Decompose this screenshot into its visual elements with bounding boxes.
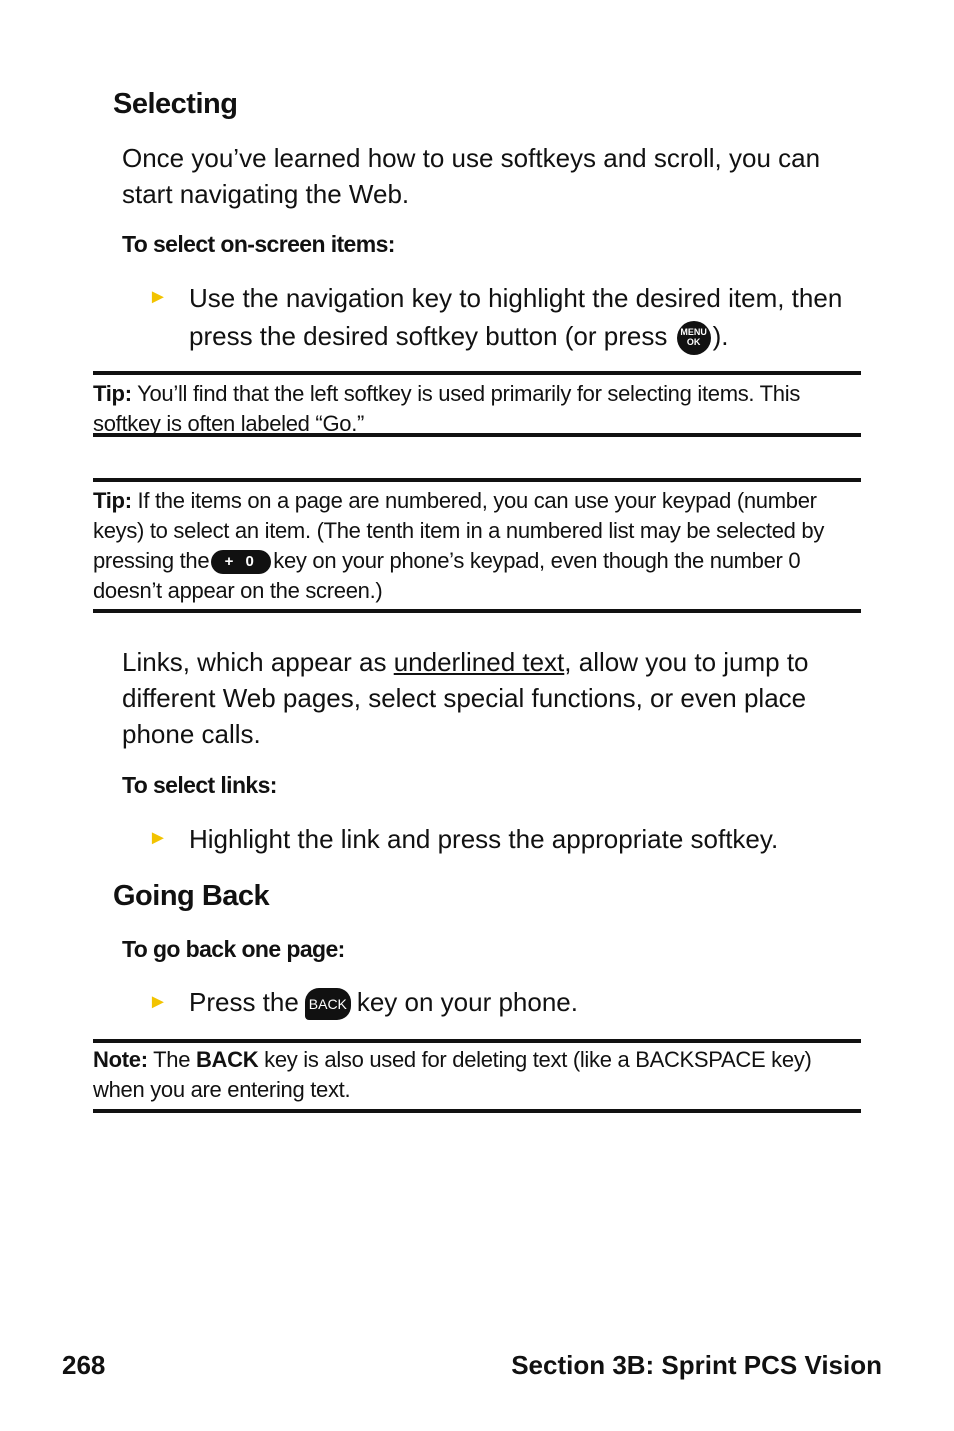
links-line-2: different Web pages, select special functions, or even place [122,683,807,713]
section-heading-going-back: Going Back [113,880,270,912]
select-step [189,280,889,355]
links-line-1 [122,644,882,680]
tip1-line-1: You’ll find that the left softkey is used primarily for selecting items. This [137,381,801,406]
ok-key-label: OK [686,337,701,348]
underlined-text-example: underlined text [393,647,565,677]
go-back-step-pre: Press the [189,987,299,1017]
tip-label: Tip: [93,381,132,406]
menu-ok-key-icon [677,321,711,355]
tip2-line-1: If the items on a page are numbered, you can use your keypad (number [137,488,817,513]
note-pre: The [153,1047,191,1072]
links-line-1-pre: Links, which appear as [122,647,387,677]
tip2-line-4: doesn’t appear on the screen.) [93,578,383,603]
selecting-intro [122,140,882,212]
links-paragraph [122,644,882,752]
tip-box-2 [93,478,861,613]
tip2-line-2: keys) to select an item. (The tenth item in a numbered list may be selected by [93,518,825,543]
note-line-1: key is also used for deleting text (like a BACKSPACE key) [264,1047,812,1072]
bullet-arrow-icon: ► [148,286,168,308]
bullet-arrow-icon: ► [148,827,168,849]
links-step: Highlight the link and press the appropriate softkey. [189,824,779,854]
tip2-line-3-post: key on your phone’s keypad, even though the number 0 [273,548,801,573]
go-back-step [189,984,578,1020]
section-heading-selecting: Selecting [113,88,238,120]
section-footer: Section 3B: Sprint PCS Vision [511,1350,882,1380]
page-number: 268 [62,1350,106,1380]
tip2-line-3 [93,546,861,576]
bullet-arrow-icon: ► [148,991,168,1013]
tip-label: Tip: [93,488,132,513]
note-box [93,1039,861,1113]
select-step-line-2 [189,318,889,355]
tip-box-1 [93,371,861,437]
subheading-select-items: To select on-screen items: [122,231,395,257]
links-line-1-post: , allow you to jump to [564,647,809,677]
intro-line-2: start navigating the Web. [122,179,410,209]
note-back-word: BACK [195,1047,259,1072]
menu-key-label: MENU [680,327,707,338]
go-back-step-post: key on your phone. [356,987,578,1017]
tip2-line-3-pre: pressing the [93,548,210,573]
select-step-line-2-end: ). [712,321,729,351]
back-key-icon: BACK [305,988,351,1020]
intro-line-1: Once you’ve learned how to use softkeys and scroll, you can [122,143,821,173]
zero-key-icon: + 0 [211,550,271,574]
note-label: Note: [93,1047,148,1072]
select-step-line-1: Use the navigation key to highlight the desired item, then [189,283,843,313]
links-line-3: phone calls. [122,719,261,749]
subheading-go-back: To go back one page: [122,936,345,962]
note-line-2: when you are entering text. [93,1077,351,1102]
tip1-line-2: softkey is often labeled “Go.” [93,411,365,436]
select-step-line-2-text: press the desired softkey button (or press [189,321,668,351]
subheading-select-links: To select links: [122,772,277,798]
